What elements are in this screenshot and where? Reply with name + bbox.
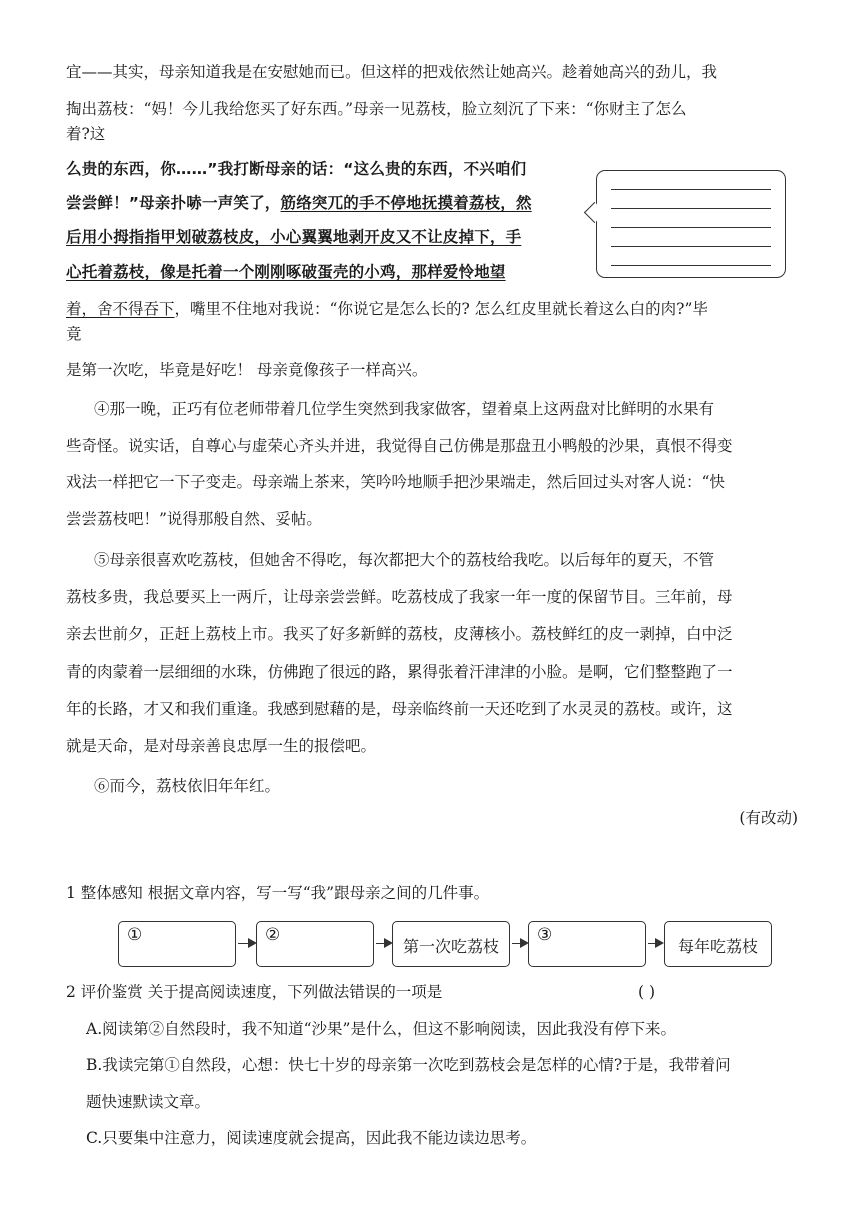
flow-box-4[interactable] <box>528 921 646 967</box>
passage-line: 亲去世前夕，正赶上荔枝上市。我买了好多新鲜的荔枝，皮薄核小。荔枝鲜红的皮一剥掉，白中泛 <box>66 625 733 643</box>
bold-passage-line <box>66 193 532 213</box>
bold-text: 尝尝鲜！”母亲扑哧一声笑了， <box>66 194 281 212</box>
flow-box-3 <box>392 921 510 967</box>
option-c[interactable]: C.只要集中注意力，阅读速度就会提高，因此我不能边读边思考。 <box>86 1129 537 1147</box>
passage-line: 荔枝多贵，我总要买上一两斤，让母亲尝尝鲜。吃荔枝成了我家一年一度的保留节目。三年前，母 <box>66 588 733 606</box>
passage-line: 掏出荔枝：“妈！今儿我给您买了好东西。”母亲一见荔枝，脸立刻沉了下来：“你财主了怎么 <box>66 100 687 118</box>
flow-box-number: ① <box>127 925 143 945</box>
flow-arrow <box>238 943 255 944</box>
underlined-text: 着，舍不得吞下 <box>66 300 175 318</box>
question-1: 1 整体感知 根据文章内容，写一写“我”跟母亲之间的几件事。 <box>66 884 490 902</box>
flow-arrow <box>648 943 662 944</box>
flow-arrow <box>376 943 391 944</box>
flow-arrow <box>512 943 527 944</box>
underlined-text: 筋络突兀的手不停地抚摸着荔枝，然 <box>280 194 532 212</box>
option-a[interactable]: A.阅读第②自然段时，我不知道“沙果”是什么，但这不影响阅读，因此我没有停下来。 <box>86 1020 676 1038</box>
passage-line: 宜——其实，母亲知道我是在安慰她而已。但这样的把戏依然让她高兴。趁着她高兴的劲儿，我 <box>66 63 718 81</box>
underlined-passage-line: 心托着荔枝，像是托着一个刚刚啄破蛋壳的小鸡，那样爱怜地望 <box>66 263 506 281</box>
writing-line <box>611 208 771 209</box>
passage-line: ⑥而今，荔枝依旧年年红。 <box>94 777 281 795</box>
underlined-passage-line: 后用小拇指指甲划破荔枝皮，小心翼翼地剥开皮又不让皮掉下，手 <box>66 228 522 246</box>
flow-box-number: ② <box>265 925 281 945</box>
writing-line <box>611 227 771 228</box>
annotation-speech-bubble <box>596 170 786 278</box>
flow-box-2[interactable] <box>256 921 374 967</box>
passage-line: 些奇怪。说实话，自尊心与虚荣心齐头并进，我觉得自己仿佛是那盘丑小鸭般的沙果，真恨不得变 <box>66 437 733 455</box>
bubble-tail <box>584 202 605 223</box>
passage-line: 是第一次吃，毕竟是好吃！ 母亲竟像孩子一样高兴。 <box>66 361 428 379</box>
passage-line: 尝尝荔枝吧！”说得那般自然、妥帖。 <box>66 510 322 528</box>
passage-text: ，嘴里不住地对我说：“你说它是怎么长的? 怎么红皮里就长着这么白的肉?”毕 <box>174 300 708 318</box>
option-b[interactable]: B.我读完第①自然段，心想：快七十岁的母亲第一次吃到荔枝会是怎样的心情?于是，我带着问 <box>86 1056 731 1074</box>
source-note: (有改动) <box>739 809 798 827</box>
flow-box-1[interactable] <box>118 921 236 967</box>
passage-line: ⑤母亲很喜欢吃荔枝，但她舍不得吃，每次都把大个的荔枝给我吃。以后每年的夏天，不管 <box>94 551 715 569</box>
writing-line <box>611 246 771 247</box>
passage-line: 竟 <box>66 325 82 343</box>
flow-box-label: 每年吃荔枝 <box>677 937 758 956</box>
question-2: 2 评价鉴赏 关于提高阅读速度，下列做法错误的一项是 <box>66 983 443 1001</box>
passage-line: ④那一晚，正巧有位老师带着几位学生突然到我家做客，望着桌上这两盘对比鲜明的水果有 <box>94 400 715 418</box>
passage-line: 年的长路，才又和我们重逢。我感到慰藉的是，母亲临终前一天还吃到了水灵灵的荔枝。或许，这 <box>66 700 733 718</box>
answer-blank[interactable]: ( ) <box>638 983 656 1001</box>
flow-box-5 <box>664 921 772 967</box>
writing-line <box>611 189 771 190</box>
passage-line: 戏法一样把它一下子变走。母亲端上茶来，笑吟吟地顺手把沙果端走，然后回过头对客人说：“快 <box>66 473 725 491</box>
passage-line <box>66 299 708 319</box>
passage-line: 着?这 <box>66 125 106 143</box>
option-b-continued: 题快速默读文章。 <box>86 1093 211 1111</box>
writing-line <box>611 265 771 266</box>
passage-line: 就是天命，是对母亲善良忠厚一生的报偿吧。 <box>66 737 377 755</box>
bold-passage-line: 么贵的东西，你……”我打断母亲的话：“这么贵的东西，不兴咱们 <box>66 160 527 178</box>
flow-box-number: ③ <box>537 925 553 945</box>
flow-box-label: 第一次吃荔枝 <box>402 937 499 956</box>
passage-line: 青的肉蒙着一层细细的水珠，仿佛跑了很远的路，累得张着汗津津的小脸。是啊，它们整整跑了一 <box>66 663 733 681</box>
